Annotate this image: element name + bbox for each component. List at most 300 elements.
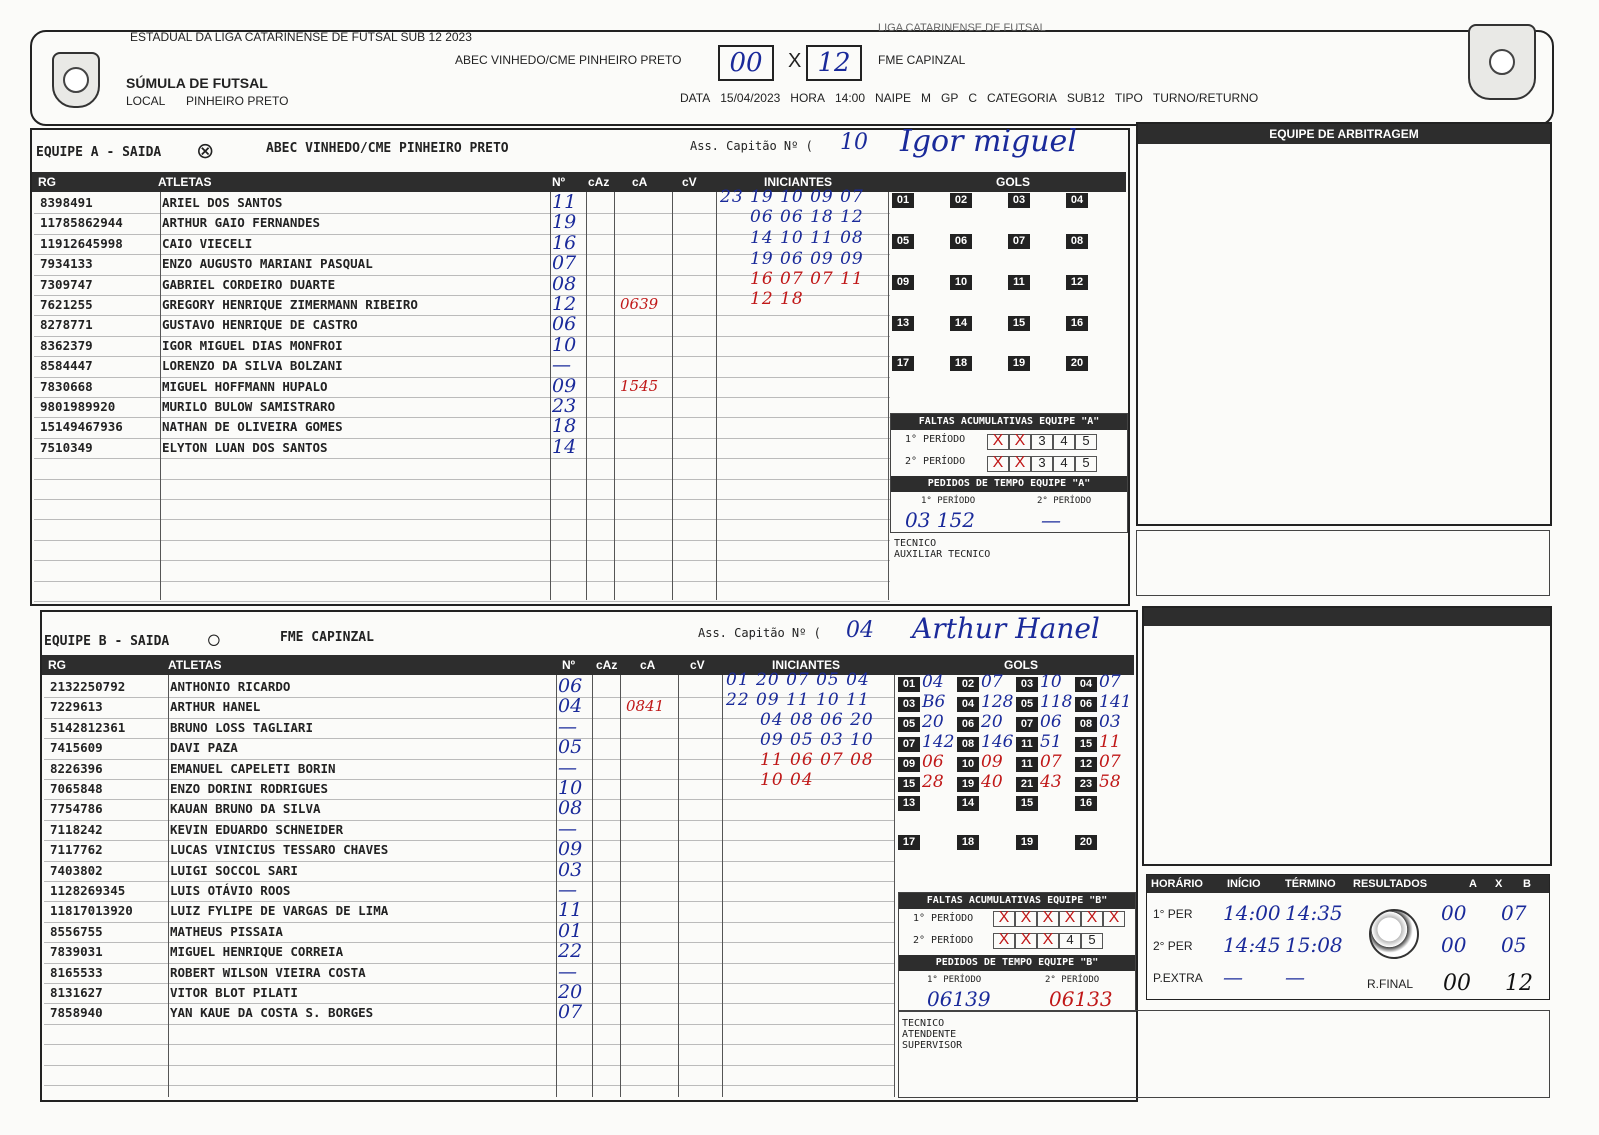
team-b-pedidos-p2-label: 2° PERÍODO xyxy=(1045,975,1100,985)
result-a: 00 xyxy=(1441,901,1467,925)
gol-slot-number: 15 xyxy=(1016,796,1038,811)
table-row xyxy=(44,899,894,923)
team-a-tecnico-label: TECNICO xyxy=(894,538,937,549)
team-b-iniciantes-line-5: 11 06 07 08 xyxy=(760,750,874,770)
result-termino: — xyxy=(1285,965,1305,989)
gol-slot xyxy=(950,231,972,247)
player-rg: 8584447 xyxy=(40,358,93,374)
result-termino: 14:35 xyxy=(1285,901,1343,925)
tipo-value: TURNO/RETURNO xyxy=(1152,91,1259,105)
player-name: DAVI PAZA xyxy=(170,740,238,756)
player-rg: 8362379 xyxy=(40,337,93,353)
player-rg: 7754786 xyxy=(50,801,103,817)
result-inicio: 14:45 xyxy=(1223,933,1281,957)
falta-cell: X xyxy=(1015,911,1037,927)
player-rg: 5142812361 xyxy=(50,719,126,735)
team-b-captain-signature: Arthur Hanel xyxy=(912,612,1100,645)
row-divider xyxy=(34,560,890,561)
player-name: IGOR MIGUEL DIAS MONFROI xyxy=(162,337,343,353)
row-divider xyxy=(34,479,890,480)
gol-time: 07 xyxy=(1099,672,1121,692)
competition-title: ESTADUAL DA LIGA CATARINENSE DE FUTSAL SUB 12 2023 xyxy=(130,30,472,44)
player-rg: 7309747 xyxy=(40,276,93,292)
league-crest-icon xyxy=(1468,24,1536,100)
team-a-captain-label: Ass. Capitão Nº ( xyxy=(690,139,813,153)
player-name: ARIEL DOS SANTOS xyxy=(162,195,283,210)
categoria-value: SUB12 xyxy=(1066,91,1105,105)
player-name: YAN KAUE DA COSTA S. BORGES xyxy=(170,1005,374,1021)
team-a-iniciantes-line-3: 14 10 11 08 xyxy=(750,228,864,248)
row-divider xyxy=(34,519,890,520)
player-number: 06 xyxy=(558,675,583,697)
gol-slot xyxy=(1008,353,1030,369)
row-divider xyxy=(34,540,890,541)
player-number: 18 xyxy=(552,415,577,438)
table-row xyxy=(34,354,890,378)
player-rg: 11785862944 xyxy=(40,215,123,231)
final-score-a: 00 xyxy=(1443,971,1471,996)
inicio-header: INÍCIO xyxy=(1227,878,1261,890)
gol-slot-number: 12 xyxy=(1075,757,1097,772)
falta-cell: X xyxy=(1009,456,1031,472)
gol-slot xyxy=(892,231,914,247)
gol-slot xyxy=(898,672,944,692)
player-rg: 7858940 xyxy=(50,1005,103,1021)
table-row xyxy=(34,415,890,439)
soccer-ball-icon xyxy=(1369,909,1419,959)
table-row xyxy=(44,940,894,964)
hora-value: 14:00 xyxy=(834,91,865,105)
player-number: — xyxy=(558,817,577,840)
gol-slot xyxy=(1016,732,1062,752)
player-name: EMANUEL CAPELETI BORIN xyxy=(170,760,336,776)
team-a-captain-number: 10 xyxy=(840,130,868,155)
gol-slot-number: 08 xyxy=(1066,234,1088,249)
sheet-title: SÚMULA DE FUTSAL xyxy=(126,75,268,91)
team-a-faltas-box xyxy=(890,413,1128,533)
team-b-title: EQUIPE B - SAIDA xyxy=(44,634,170,649)
table-row xyxy=(34,374,890,399)
gol-slot-number: 04 xyxy=(1075,677,1097,692)
player-name: GREGORY HENRIQUE ZIMERMANN RIBEIRO xyxy=(162,297,418,312)
gol-time: 51 xyxy=(1040,732,1062,752)
gol-slot-number: 05 xyxy=(892,234,914,249)
table-row xyxy=(44,960,894,985)
gol-slot xyxy=(950,313,972,329)
player-name: ENZO DORINI RODRIGUES xyxy=(170,781,329,796)
result-period-label: P.EXTRA xyxy=(1153,971,1203,985)
team-b-pedidos-p1-label: 1° PERÍODO xyxy=(927,975,982,985)
gol-slot-number: 20 xyxy=(1066,356,1088,371)
data-label: DATA xyxy=(680,91,711,105)
team-a-iniciantes-line-2: 06 06 18 12 xyxy=(750,207,864,227)
team-b-iniciantes-line-4: 09 05 03 10 xyxy=(760,730,874,750)
gol-slot xyxy=(892,353,914,369)
local-label: LOCAL xyxy=(126,94,166,108)
player-number: 10 xyxy=(552,333,577,356)
gol-slot xyxy=(957,772,1003,792)
league-logo-icon xyxy=(52,52,100,108)
team-a-pedido-2: — xyxy=(1041,508,1061,532)
score-b: 12 xyxy=(806,45,862,81)
falta-cell: X xyxy=(1009,434,1031,450)
gol-time: 07 xyxy=(1099,752,1121,772)
player-name: MIGUEL HOFFMANN HUPALO xyxy=(162,378,328,394)
gol-slot-number: 09 xyxy=(898,757,920,772)
player-name: ROBERT WILSON VIEIRA COSTA xyxy=(170,964,366,980)
resultados-header: RESULTADOS xyxy=(1353,878,1428,890)
gol-slot xyxy=(957,832,981,848)
gol-time: 58 xyxy=(1099,772,1121,792)
player-name: KAUAN BRUNO DA SILVA xyxy=(170,801,321,817)
gol-slot-number: 13 xyxy=(892,316,914,331)
gol-slot-number: 07 xyxy=(1008,234,1030,249)
rg-header: RG xyxy=(38,175,56,189)
team-b-faltas-p2-label: 2° PERÍODO xyxy=(913,935,974,946)
gol-slot xyxy=(1016,832,1040,848)
gol-slot xyxy=(950,190,972,206)
falta-cell: X xyxy=(1015,933,1037,949)
result-b: 05 xyxy=(1501,933,1527,957)
gol-slot xyxy=(892,190,914,206)
team-a-pedidos-p1-label: 1° PERÍODO xyxy=(921,496,976,506)
player-rg: 2132250792 xyxy=(50,679,126,694)
result-period-label: 1° PER xyxy=(1153,907,1193,921)
row-divider xyxy=(44,1085,894,1086)
horario-header: HORÁRIO xyxy=(1151,878,1203,890)
player-name: GUSTAVO HENRIQUE DE CASTRO xyxy=(162,317,358,333)
gol-slot xyxy=(1066,313,1088,329)
team-b-iniciantes-line-1: 01 20 07 05 04 xyxy=(726,670,870,690)
results-box xyxy=(1146,874,1550,1000)
falta-cell: X xyxy=(1103,911,1125,927)
result-b: 07 xyxy=(1501,901,1527,925)
gol-time: 07 xyxy=(1040,752,1062,772)
team-b-pedido-1: 06139 xyxy=(927,987,991,1011)
falta-cell: 4 xyxy=(1053,456,1075,472)
gol-slot-number: 07 xyxy=(898,737,920,752)
gol-slot xyxy=(950,353,972,369)
gol-slot xyxy=(898,772,944,792)
player-name: ARTHUR GAIO FERNANDES xyxy=(162,215,321,231)
player-name: KEVIN EDUARDO SCHNEIDER xyxy=(170,821,344,837)
player-name: ENZO AUGUSTO MARIANI PASQUAL xyxy=(162,256,373,272)
player-rg: 8131627 xyxy=(50,985,103,1000)
falta-cell: X xyxy=(987,434,1009,450)
result-inicio: 14:00 xyxy=(1223,901,1281,925)
gol-time: 06 xyxy=(922,752,944,772)
player-rg: 7065848 xyxy=(50,781,103,796)
player-name: ANTHONIO RICARDO xyxy=(170,679,291,694)
player-rg: 8398491 xyxy=(40,195,93,210)
player-number: 22 xyxy=(558,940,583,963)
player-number: 09 xyxy=(552,374,577,397)
result-period-label: 2° PER xyxy=(1153,939,1193,953)
player-name: LUIGI SOCCOL SARI xyxy=(170,862,298,878)
b-header: B xyxy=(1523,878,1531,890)
ca-header: cA xyxy=(632,175,648,189)
player-name: VITOR BLOT PILATI xyxy=(170,985,298,1000)
player-number: 11 xyxy=(552,191,577,213)
gol-time: 09 xyxy=(981,752,1003,772)
gol-slot-number: 05 xyxy=(1016,697,1038,712)
falta-cell: 5 xyxy=(1075,456,1097,472)
gol-slot-number: 18 xyxy=(950,356,972,371)
player-number: 16 xyxy=(552,231,577,254)
gol-slot-number: 19 xyxy=(1008,356,1030,371)
player-rg: 7117762 xyxy=(50,842,103,858)
row-divider xyxy=(34,581,890,582)
player-rg: 8556755 xyxy=(50,923,103,939)
team-a-captain-signature: Igor miguel xyxy=(900,124,1077,159)
gol-slot xyxy=(1016,772,1062,792)
gol-slot-number: 15 xyxy=(1008,316,1030,331)
player-number: 03 xyxy=(558,858,583,881)
iniciantes-header: INICIANTES xyxy=(764,175,833,189)
gol-slot xyxy=(898,692,946,712)
player-name: GABRIEL CORDEIRO DUARTE xyxy=(162,276,336,292)
gol-slot-number: 14 xyxy=(950,316,972,331)
player-rg: 7830668 xyxy=(40,378,93,394)
cv-header: cV xyxy=(682,175,697,189)
gol-time: 43 xyxy=(1040,772,1062,792)
naipe-value: M xyxy=(921,91,932,105)
gol-slot-number: 09 xyxy=(892,275,914,290)
player-number: 08 xyxy=(552,272,577,295)
table-row xyxy=(34,333,890,358)
gol-slot-number: 03 xyxy=(898,697,920,712)
player-rg: 7934133 xyxy=(40,256,93,272)
falta-cell: 3 xyxy=(1031,456,1053,472)
gol-time: 28 xyxy=(922,772,944,792)
final-score-b: 12 xyxy=(1505,971,1533,996)
player-number: — xyxy=(558,756,577,779)
gol-slot-number: 14 xyxy=(957,796,979,811)
local-value: PINHEIRO PRETO xyxy=(186,94,289,108)
player-number: — xyxy=(558,879,577,901)
team-a-staff-labels xyxy=(894,538,990,560)
gol-time: 06 xyxy=(1040,712,1062,732)
player-rg: 8278771 xyxy=(40,317,93,333)
gol-slot xyxy=(1066,190,1088,206)
gol-slot xyxy=(957,692,1014,712)
team-a-staff-box xyxy=(1136,530,1550,596)
falta-cell: 4 xyxy=(1053,434,1075,450)
gol-slot-number: 17 xyxy=(892,356,914,371)
gol-slot xyxy=(1016,712,1062,732)
caz-header: cAz xyxy=(588,175,610,189)
x-header: X xyxy=(1495,878,1503,890)
match-info xyxy=(680,91,1258,105)
player-name: MURILO BULOW SAMISTRARO xyxy=(162,399,336,414)
player-number: 07 xyxy=(552,252,577,275)
team-b-saida-mark: ○ xyxy=(206,624,222,654)
no-header: Nº xyxy=(552,175,566,189)
player-name: ARTHUR HANEL xyxy=(170,699,261,715)
gol-slot xyxy=(957,672,1003,692)
player-name: MIGUEL HENRIQUE CORREIA xyxy=(170,944,344,960)
team-b-faltas-p1-label: 1° PERÍODO xyxy=(913,913,974,924)
gol-slot xyxy=(1075,832,1099,848)
termino-header: TÉRMINO xyxy=(1285,878,1336,890)
team-b-faltas-box xyxy=(898,892,1136,1012)
player-number: 14 xyxy=(552,435,577,458)
gol-slot xyxy=(898,793,922,809)
gol-slot-number: 23 xyxy=(1075,777,1097,792)
a-header: A xyxy=(1469,878,1477,890)
arbitragem-panel xyxy=(1136,122,1552,526)
team-b-side-panel xyxy=(1142,606,1552,866)
player-yellow-card: 1545 xyxy=(620,376,659,395)
gol-time: 141 xyxy=(1099,692,1132,712)
results-header xyxy=(1147,875,1549,893)
gol-slot xyxy=(1066,231,1088,247)
player-number: 20 xyxy=(558,981,583,1003)
score-a: 00 xyxy=(718,45,774,81)
gol-slot xyxy=(950,272,972,288)
falta-cell: 3 xyxy=(1031,434,1053,450)
gol-slot-number: 11 xyxy=(1016,737,1038,752)
gol-slot xyxy=(1016,793,1040,809)
gol-slot xyxy=(957,793,981,809)
falta-cell: X xyxy=(1037,933,1059,949)
gol-slot-number: 08 xyxy=(1075,717,1097,732)
player-rg: 7839031 xyxy=(50,944,103,960)
player-rg: 7118242 xyxy=(50,821,103,837)
gol-slot xyxy=(1075,692,1132,712)
gol-slot xyxy=(957,752,1003,772)
player-rg: 7621255 xyxy=(40,297,93,312)
score-x: X xyxy=(788,50,802,72)
table-row xyxy=(34,435,890,460)
gol-time: B6 xyxy=(922,692,946,712)
falta-cell: X xyxy=(993,911,1015,927)
header-team-b: FME CAPINZAL xyxy=(878,53,966,67)
gol-slot xyxy=(898,712,944,732)
table-row xyxy=(44,797,894,821)
gol-slot xyxy=(892,272,914,288)
team-b-iniciantes-line-2: 22 09 11 10 11 xyxy=(726,690,870,710)
player-name: LORENZO DA SILVA BOLZANI xyxy=(162,358,343,374)
team-b-captain-label: Ass. Capitão Nº ( xyxy=(698,626,821,640)
player-number: 01 xyxy=(558,919,583,942)
gol-slot xyxy=(898,732,955,752)
gol-slot xyxy=(1075,752,1121,772)
team-b-iniciantes-line-3: 04 08 06 20 xyxy=(760,710,874,730)
gol-time: 10 xyxy=(1040,672,1062,692)
player-rg: 1128269345 xyxy=(50,883,126,898)
player-number: 07 xyxy=(558,1001,583,1024)
gol-slot-number: 16 xyxy=(1075,796,1097,811)
player-rg: 11817013920 xyxy=(50,903,133,919)
row-divider xyxy=(34,601,890,602)
table-row xyxy=(34,313,890,337)
gol-slot xyxy=(1008,272,1030,288)
gol-slot-number: 01 xyxy=(898,677,920,692)
player-number: — xyxy=(558,715,577,738)
team-b-gols-header: GOLS xyxy=(894,655,1134,675)
gol-time: 146 xyxy=(981,732,1014,752)
team-a-saida-mark: ⊗ xyxy=(196,138,215,163)
gol-slot-number: 15 xyxy=(1075,737,1097,752)
gol-slot-number: 04 xyxy=(1066,193,1088,208)
data-value: 15/04/2023 xyxy=(720,91,781,105)
gol-time: 11 xyxy=(1099,732,1121,752)
gol-slot-number: 15 xyxy=(898,777,920,792)
team-b-table-header: RG ATLETAS Nº cAz cA cV INICIANTES xyxy=(42,655,894,675)
falta-cell: 5 xyxy=(1075,434,1097,450)
gp-label: GP xyxy=(941,91,959,105)
falta-cell: X xyxy=(1081,911,1103,927)
gol-time: 118 xyxy=(1040,692,1073,712)
team-a-iniciantes-line-4: 19 06 09 09 xyxy=(750,249,864,269)
row-divider xyxy=(44,1044,894,1045)
player-rg: 15149467936 xyxy=(40,419,123,435)
gol-slot xyxy=(1008,190,1030,206)
gol-slot-number: 16 xyxy=(1066,316,1088,331)
gol-slot-number: 19 xyxy=(1016,835,1038,850)
player-number: — xyxy=(558,960,577,983)
gol-time: 40 xyxy=(981,772,1003,792)
hora-label: HORA xyxy=(790,91,825,105)
tipo-label: TIPO xyxy=(1114,91,1143,105)
gol-slot-number: 05 xyxy=(898,717,920,732)
atletas-header: ATLETAS xyxy=(158,175,212,189)
gol-slot xyxy=(1016,692,1073,712)
gol-slot xyxy=(898,752,944,772)
team-b-faltas-title: FALTAS ACUMULATIVAS EQUIPE "B" xyxy=(899,893,1135,909)
gol-slot-number: 04 xyxy=(957,697,979,712)
gol-slot-number: 13 xyxy=(898,796,920,811)
team-b-staff-labels: TECNICO ATENDENTE SUPERVISOR xyxy=(902,1018,963,1051)
team-b-staff-box xyxy=(898,1010,1550,1098)
gol-slot-number: 19 xyxy=(957,777,979,792)
gol-slot xyxy=(1066,353,1088,369)
gol-slot xyxy=(1066,272,1088,288)
gol-slot-number: 03 xyxy=(1016,677,1038,692)
player-number: 04 xyxy=(558,695,583,718)
gol-slot xyxy=(957,732,1014,752)
table-row xyxy=(44,858,894,883)
falta-cell: X xyxy=(993,933,1015,949)
categoria-label: CATEGORIA xyxy=(987,91,1057,105)
arbitragem-title: EQUIPE DE ARBITRAGEM xyxy=(1138,124,1550,144)
final-label: R.FINAL xyxy=(1367,977,1414,991)
gol-slot xyxy=(1008,231,1030,247)
player-number: 05 xyxy=(558,736,583,759)
player-rg: 7403802 xyxy=(50,862,103,878)
player-name: BRUNO LOSS TAGLIARI xyxy=(170,719,313,735)
gol-slot xyxy=(1016,672,1062,692)
table-row xyxy=(44,838,894,862)
gol-slot-number: 18 xyxy=(957,835,979,850)
gol-slot-number: 12 xyxy=(1066,275,1088,290)
table-row xyxy=(44,981,894,1005)
falta-cell: X xyxy=(1037,911,1059,927)
gol-slot xyxy=(1016,752,1062,772)
gol-time: 04 xyxy=(922,672,944,692)
player-number: 06 xyxy=(552,313,577,336)
table-row xyxy=(44,879,894,903)
header-team-a: ABEC VINHEDO/CME PINHEIRO PRETO xyxy=(455,53,682,67)
gol-slot-number: 21 xyxy=(1016,777,1038,792)
table-row xyxy=(34,395,890,419)
table-row xyxy=(44,817,894,842)
gol-time: 142 xyxy=(922,732,955,752)
player-rg: 7229613 xyxy=(50,699,103,715)
player-number: 08 xyxy=(558,797,583,820)
gol-slot xyxy=(1075,672,1121,692)
